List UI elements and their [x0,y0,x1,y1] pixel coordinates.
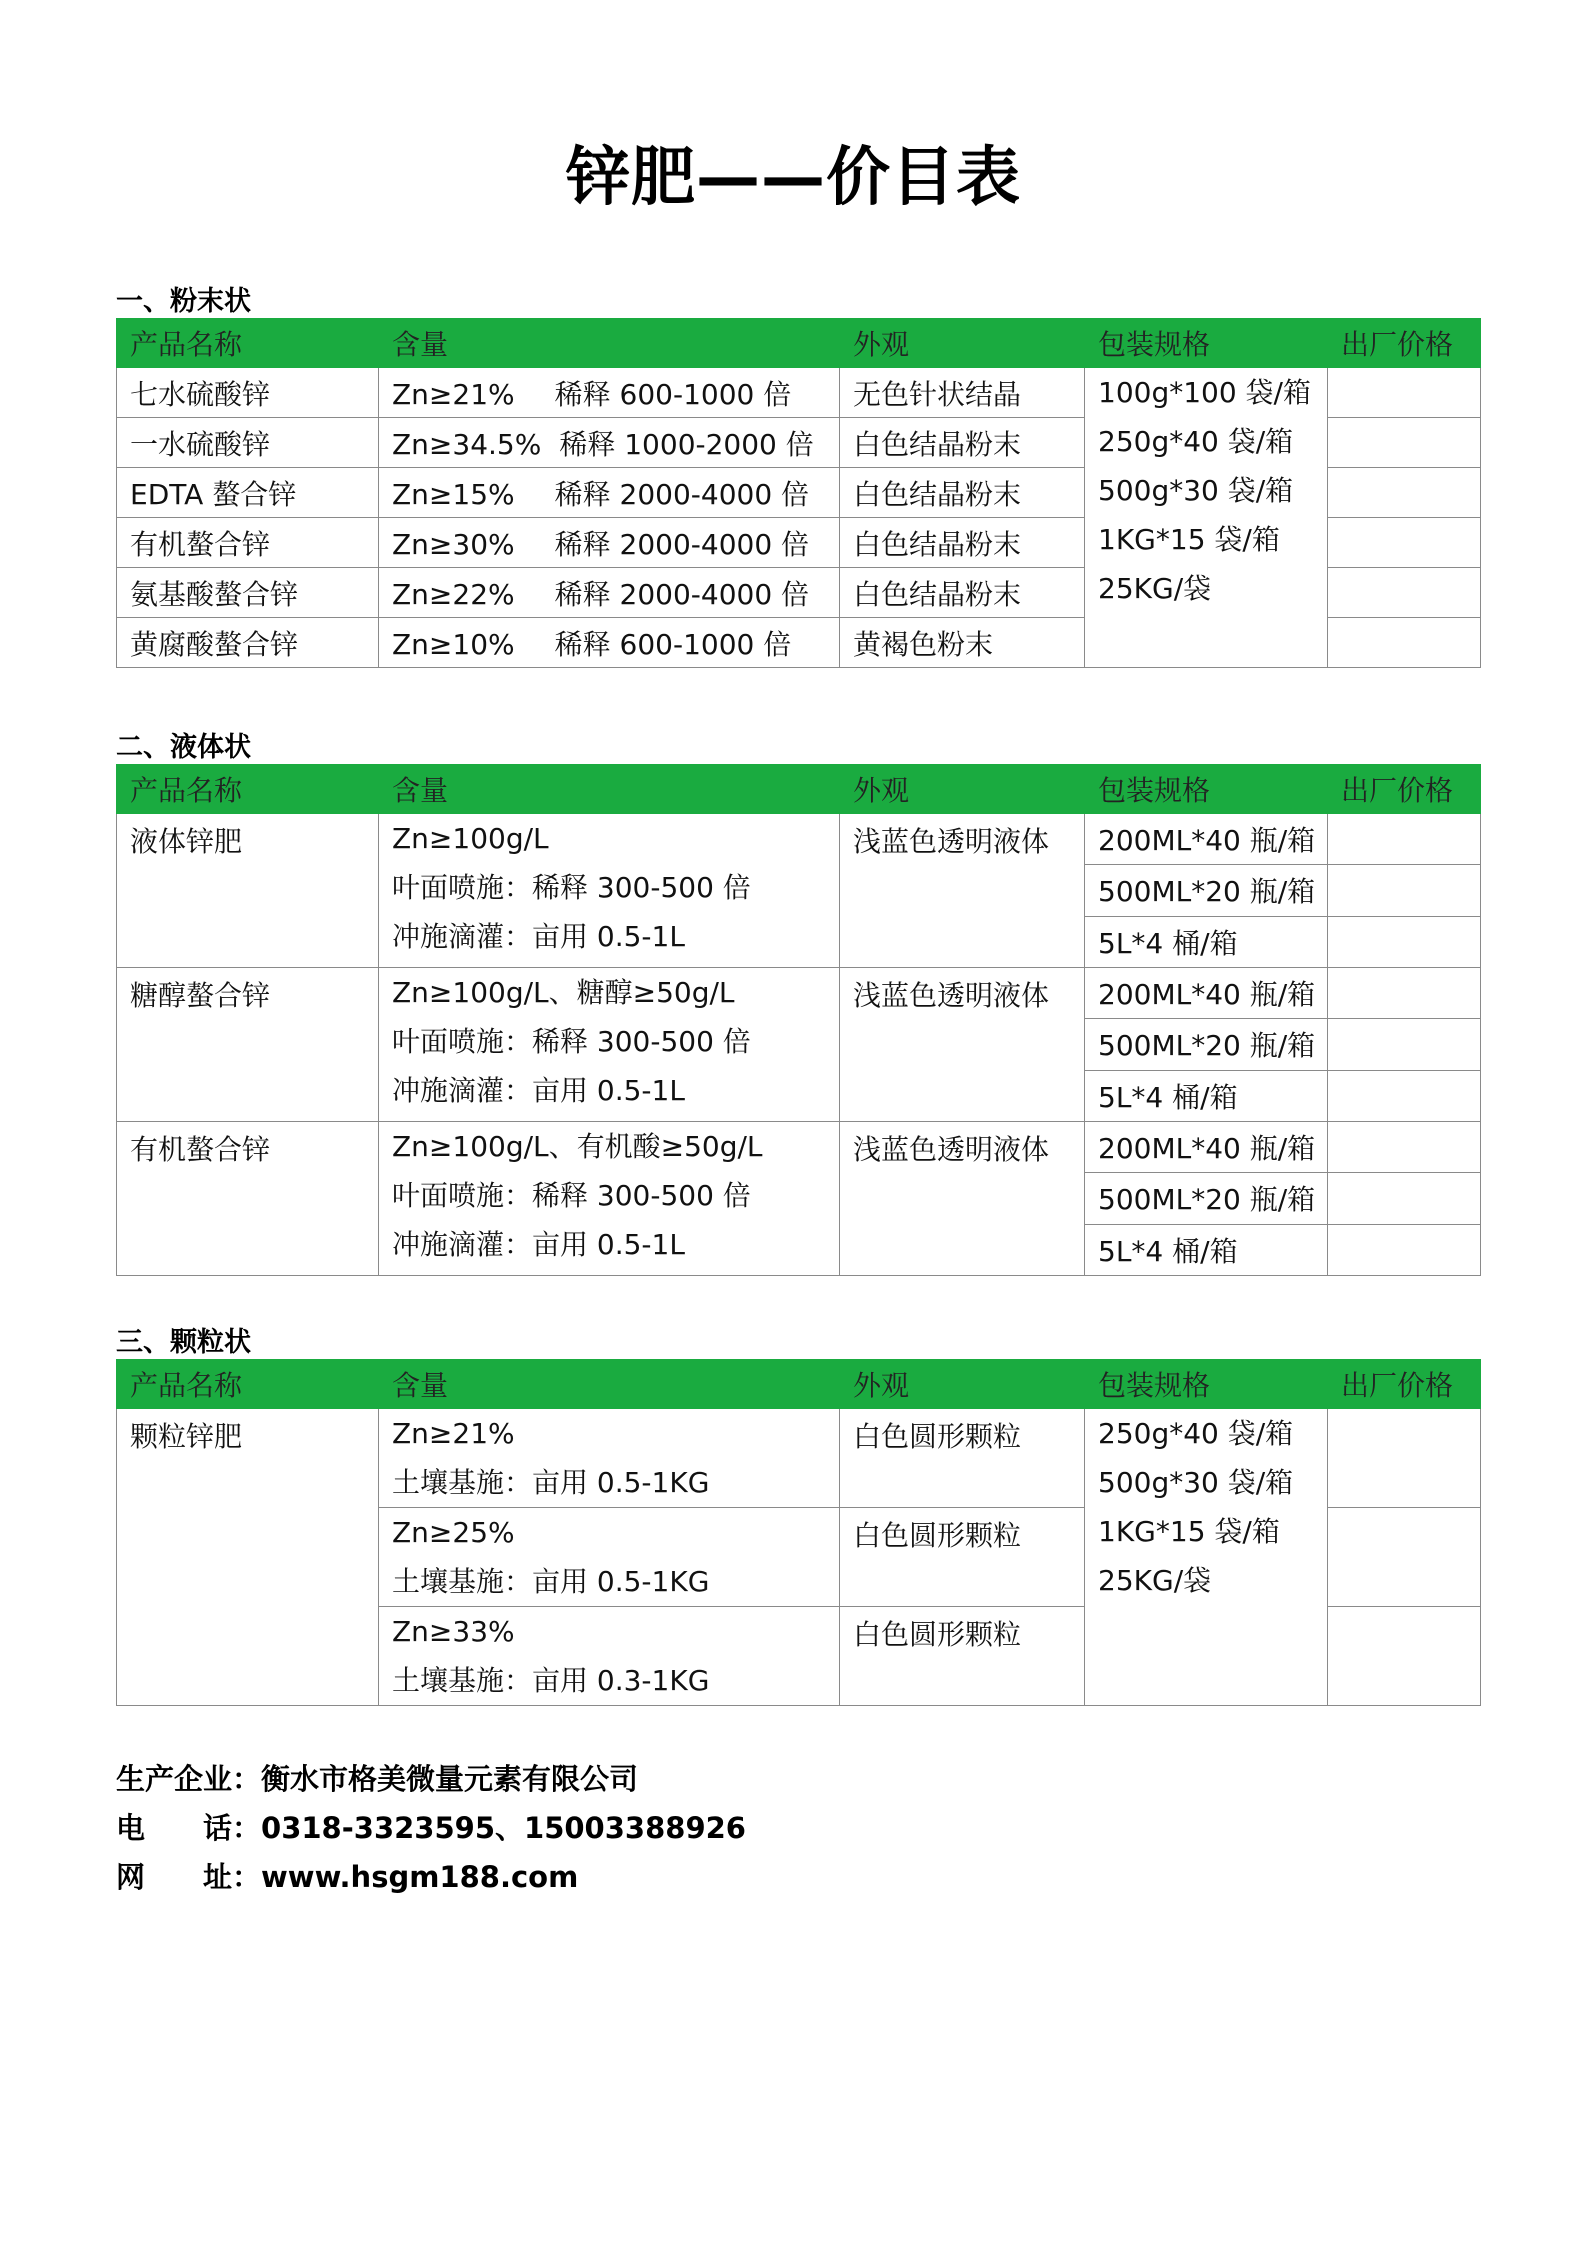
header-packaging: 包装规格 [1085,765,1328,814]
header-price: 出厂价格 [1328,1360,1481,1409]
price-cell [1328,1173,1481,1224]
price-cell [1328,1070,1481,1121]
product-name: 一水硫酸锌 [117,418,379,468]
packaging-option: 500g*30 袋/箱 [1098,1466,1294,1499]
product-content [379,1607,840,1706]
price-cell [1328,1224,1481,1275]
product-content [379,368,840,418]
header-price: 出厂价格 [1328,765,1481,814]
content-line: Zn≥100g/L、有机酸≥50g/L [392,1130,763,1163]
product-appearance: 白色结晶粉末 [840,568,1085,618]
header-content: 含量 [379,765,840,814]
price-cell [1328,865,1481,916]
product-content [379,468,840,518]
header-packaging: 包装规格 [1085,1360,1328,1409]
packaging-option: 500ML*20 瓶/箱 [1085,865,1328,916]
dilution-rate: 稀释 600-1000 倍 [554,627,792,661]
product-name: 黄腐酸螯合锌 [117,618,379,668]
product-appearance: 浅蓝色透明液体 [840,1122,1085,1276]
header-product-name: 产品名称 [117,319,379,368]
company-label: 生产企业： [116,1762,262,1796]
company-line [116,1755,746,1804]
packaging-option: 200ML*40 瓶/箱 [1085,814,1328,865]
packaging-option: 25KG/袋 [1098,572,1212,605]
content-line: 叶面喷施：稀释 300-500 倍 [392,1179,751,1212]
product-content [379,1508,840,1607]
price-cell [1328,518,1481,568]
dilution-rate: 稀释 1000-2000 倍 [559,427,814,461]
header-appearance: 外观 [840,319,1085,368]
product-appearance: 白色结晶粉末 [840,468,1085,518]
product-name: 糖醇螯合锌 [117,968,379,1122]
price-cell [1328,1508,1481,1607]
content-line: 冲施滴灌：亩用 0.5-1L [392,1228,685,1261]
powder-price-table [116,318,1481,668]
product-content [379,618,840,668]
company-info [116,1755,746,1902]
section-heading-granule: 三、颗粒状 [116,1327,251,1358]
product-content [379,1122,840,1276]
product-appearance: 白色圆形颗粒 [840,1607,1085,1706]
header-appearance: 外观 [840,1360,1085,1409]
header-product-name: 产品名称 [117,1360,379,1409]
liquid-price-table [116,764,1481,1276]
price-cell [1328,1122,1481,1173]
content-line: Zn≥33% [392,1615,515,1648]
table-header-row [117,1360,1481,1409]
packaging-option: 5L*4 桶/箱 [1085,916,1328,967]
zinc-content: Zn≥22% [392,577,515,611]
header-packaging: 包装规格 [1085,319,1328,368]
product-appearance: 黄褐色粉末 [840,618,1085,668]
packaging-option: 500ML*20 瓶/箱 [1085,1019,1328,1070]
product-name: 颗粒锌肥 [117,1409,379,1706]
price-cell [1328,968,1481,1019]
content-line: Zn≥25% [392,1516,515,1549]
content-line: Zn≥100g/L [392,822,549,855]
zinc-content: Zn≥10% [392,627,515,661]
header-content: 含量 [379,1360,840,1409]
product-content [379,518,840,568]
product-content [379,568,840,618]
product-appearance: 白色结晶粉末 [840,418,1085,468]
content-line: 土壤基施：亩用 0.5-1KG [392,1565,710,1598]
product-name: EDTA 螯合锌 [117,468,379,518]
company-name: 衡水市格美微量元素有限公司 [261,1762,639,1796]
product-name: 液体锌肥 [117,814,379,968]
content-line: 土壤基施：亩用 0.5-1KG [392,1466,710,1499]
header-product-name: 产品名称 [117,765,379,814]
table-header-row [117,319,1481,368]
packaging-option: 1KG*15 袋/箱 [1098,523,1280,556]
table-row [117,968,1481,1019]
granule-price-table [116,1359,1481,1706]
price-cell [1328,1019,1481,1070]
price-cell [1328,1409,1481,1508]
product-content [379,418,840,468]
packaging-option: 25KG/袋 [1098,1564,1212,1597]
price-cell [1328,814,1481,865]
product-appearance: 白色圆形颗粒 [840,1409,1085,1508]
packaging-option: 250g*40 袋/箱 [1098,425,1294,458]
product-appearance: 浅蓝色透明液体 [840,968,1085,1122]
price-cell [1328,618,1481,668]
price-cell [1328,468,1481,518]
price-cell [1328,568,1481,618]
product-appearance: 浅蓝色透明液体 [840,814,1085,968]
zinc-content: Zn≥30% [392,527,515,561]
dilution-rate: 稀释 2000-4000 倍 [554,527,810,561]
price-cell [1328,368,1481,418]
content-line: 冲施滴灌：亩用 0.5-1L [392,920,685,953]
content-line: 叶面喷施：稀释 300-500 倍 [392,1025,751,1058]
price-cell [1328,418,1481,468]
zinc-content: Zn≥15% [392,477,515,511]
dilution-rate: 稀释 2000-4000 倍 [554,477,810,511]
product-appearance: 无色针状结晶 [840,368,1085,418]
phone-line [116,1804,746,1853]
table-row [117,1122,1481,1173]
product-appearance: 白色结晶粉末 [840,518,1085,568]
packaging-option: 200ML*40 瓶/箱 [1085,968,1328,1019]
packaging-cell [1085,368,1328,668]
packaging-option: 250g*40 袋/箱 [1098,1417,1294,1450]
packaging-option: 500g*30 袋/箱 [1098,474,1294,507]
website-url: www.hsgm188.com [261,1860,579,1894]
dilution-rate: 稀释 2000-4000 倍 [554,577,810,611]
section-heading-liquid: 二、液体状 [116,732,251,763]
header-content: 含量 [379,319,840,368]
product-name: 有机螯合锌 [117,518,379,568]
price-cell [1328,916,1481,967]
content-line: 叶面喷施：稀释 300-500 倍 [392,871,751,904]
packaging-option: 500ML*20 瓶/箱 [1085,1173,1328,1224]
packaging-option: 100g*100 袋/箱 [1098,376,1311,409]
content-line: Zn≥21% [392,1417,515,1450]
packaging-option: 5L*4 桶/箱 [1085,1224,1328,1275]
phone-label: 电 话： [116,1811,262,1845]
content-line: 土壤基施：亩用 0.3-1KG [392,1664,710,1697]
table-row [117,1409,1481,1508]
content-line: Zn≥100g/L、糖醇≥50g/L [392,976,735,1009]
packaging-option: 5L*4 桶/箱 [1085,1070,1328,1121]
table-row [117,368,1481,418]
zinc-content: Zn≥21% [392,377,515,411]
section-heading-powder: 一、粉末状 [116,286,251,317]
packaging-option: 200ML*40 瓶/箱 [1085,1122,1328,1173]
dilution-rate: 稀释 600-1000 倍 [554,377,792,411]
header-appearance: 外观 [840,765,1085,814]
product-name: 有机螯合锌 [117,1122,379,1276]
product-name: 七水硫酸锌 [117,368,379,418]
table-row [117,814,1481,865]
packaging-cell [1085,1409,1328,1706]
price-cell [1328,1607,1481,1706]
product-content [379,968,840,1122]
product-name: 氨基酸螯合锌 [117,568,379,618]
phone-number: 0318-3323595、15003388926 [261,1811,746,1845]
product-content [379,1409,840,1508]
zinc-content: Zn≥34.5% [392,427,542,461]
content-line: 冲施滴灌：亩用 0.5-1L [392,1074,685,1107]
product-content [379,814,840,968]
website-label: 网 址： [116,1860,262,1894]
header-price: 出厂价格 [1328,319,1481,368]
packaging-option: 1KG*15 袋/箱 [1098,1515,1280,1548]
table-header-row [117,765,1481,814]
website-line [116,1853,746,1902]
product-appearance: 白色圆形颗粒 [840,1508,1085,1607]
page-title: 锌肥——价目表 [566,141,1021,215]
